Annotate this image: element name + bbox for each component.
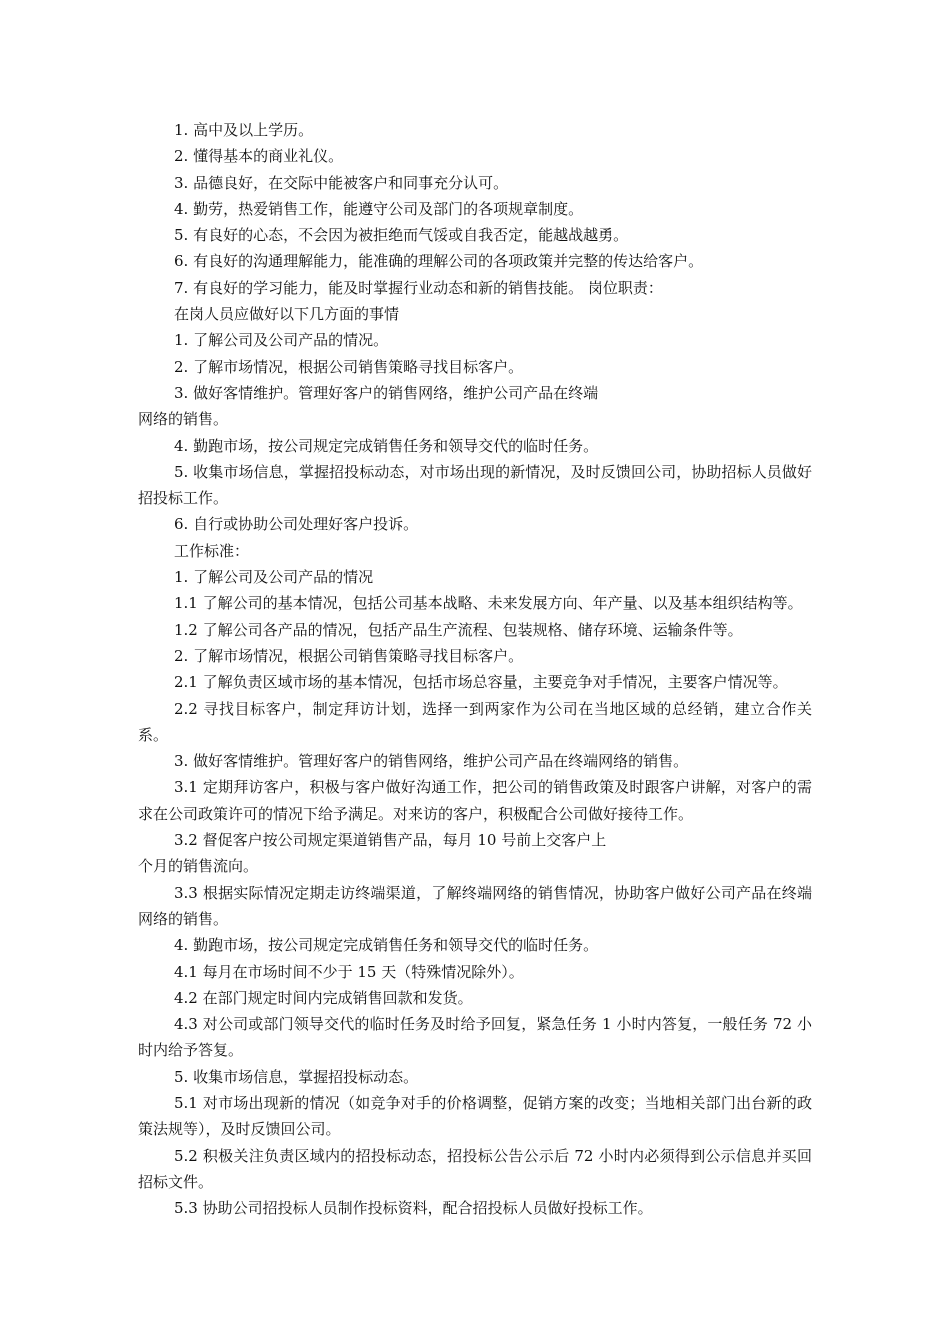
text-paragraph: 2.2 寻找目标客户，制定拜访计划，选择一到两家作为公司在当地区域的总经销，建立合作关系。 (138, 699, 812, 744)
text-line: 1. 了解公司及公司产品的情况 (174, 568, 374, 587)
text-line: 4.2 在部门规定时间内完成销售回款和发货。 (174, 988, 473, 1007)
text-line: 6. 有良好的沟通理解能力，能准确的理解公司的各项政策并完整的传达给客户。 (174, 252, 704, 271)
text-line: 个月的销售流向。 (138, 857, 259, 876)
text-paragraph: 5.1 对市场出现新的情况（如竞争对手的价格调整，促销方案的改变；当地相关部门出台新的政策法规等），及时反馈回公司。 (138, 1093, 812, 1139)
text-paragraph: 1.1 了解公司的基本情况，包括公司基本战略、未来发展方向、年产量、以及基本组织结构等。 (174, 594, 803, 613)
text-line: 3. 品德良好，在交际中能被客户和同事充分认可。 (174, 173, 509, 192)
text-line: 网络的销售。 (138, 410, 229, 429)
text-line: 3. 做好客情维护。管理好客户的销售网络，维护公司产品在终端网络的销售。 (174, 752, 689, 771)
text-line: 4.1 每月在市场时间不少于 15 天（特殊情况除外）。 (174, 962, 524, 981)
text-line: 5.3 协助公司招投标人员制作投标资料，配合招投标人员做好投标工作。 (174, 1199, 653, 1218)
text-paragraph: 3.1 定期拜访客户，积极与客户做好沟通工作，把公司的销售政策及时跟客户讲解，对客户的需求在公司政策许可的情况下给予满足。对来访的客户，积极配合公司做好接待工作。 (138, 778, 812, 823)
text-paragraph: 5.2 积极关注负责区域内的招投标动态，招投标公告公示后 72 小时内必须得到公示信息并买回招标文件。 (138, 1146, 812, 1191)
text-paragraph: 5. 收集市场信息，掌握招投标动态，对市场出现的新情况，及时反馈回公司，协助招标人员做好招投标工作。 (138, 462, 812, 508)
text-line: 2. 了解市场情况，根据公司销售策略寻找目标客户。 (174, 357, 524, 376)
section-heading: 工作标准： (174, 541, 250, 560)
text-line: 4. 勤跑市场，按公司规定完成销售任务和领导交代的临时任务。 (174, 436, 599, 455)
text-paragraph: 4.3 对公司或部门领导交代的临时任务及时给予回复，紧急任务 1 小时内答复，一般任务 72 小时内给予答复。 (138, 1015, 812, 1060)
text-line: 3. 做好客情维护。管理好客户的销售网络，维护公司产品在终端 (174, 383, 599, 402)
text-line: 1.2 了解公司各产品的情况，包括产品生产流程、包装规格、储存环境、运输条件等。 (174, 620, 743, 639)
text-line: 7. 有良好的学习能力，能及时掌握行业动态和新的销售技能。 岗位职责： (174, 278, 663, 297)
text-line: 5. 有良好的心态，不会因为被拒绝而气馁或自我否定，能越战越勇。 (174, 226, 629, 245)
text-line: 5. 收集市场信息，掌握招投标动态。 (174, 1067, 419, 1086)
text-line: 4. 勤跑市场，按公司规定完成销售任务和领导交代的临时任务。 (174, 936, 599, 955)
text-line: 2. 懂得基本的商业礼仪。 (174, 147, 344, 166)
text-line: 在岗人员应做好以下几方面的事情 (174, 305, 400, 324)
text-line: 2. 了解市场情况，根据公司销售策略寻找目标客户。 (174, 646, 524, 665)
text-paragraph: 3.3 根据实际情况定期走访终端渠道，了解终端网络的销售情况，协助客户做好公司产品在终端网络的销售。 (138, 883, 812, 928)
text-line: 6. 自行或协助公司处理好客户投诉。 (174, 515, 419, 534)
text-line: 4. 勤劳，热爱销售工作，能遵守公司及部门的各项规章制度。 (174, 199, 584, 218)
text-line: 3.2 督促客户按公司规定渠道销售产品，每月 10 号前上交客户上 (174, 831, 607, 850)
text-paragraph: 2.1 了解负责区域市场的基本情况，包括市场总容量，主要竞争对手情况，主要客户情况等。 (174, 673, 788, 692)
text-line: 1. 高中及以上学历。 (174, 121, 314, 139)
text-line: 1. 了解公司及公司产品的情况。 (174, 331, 389, 350)
